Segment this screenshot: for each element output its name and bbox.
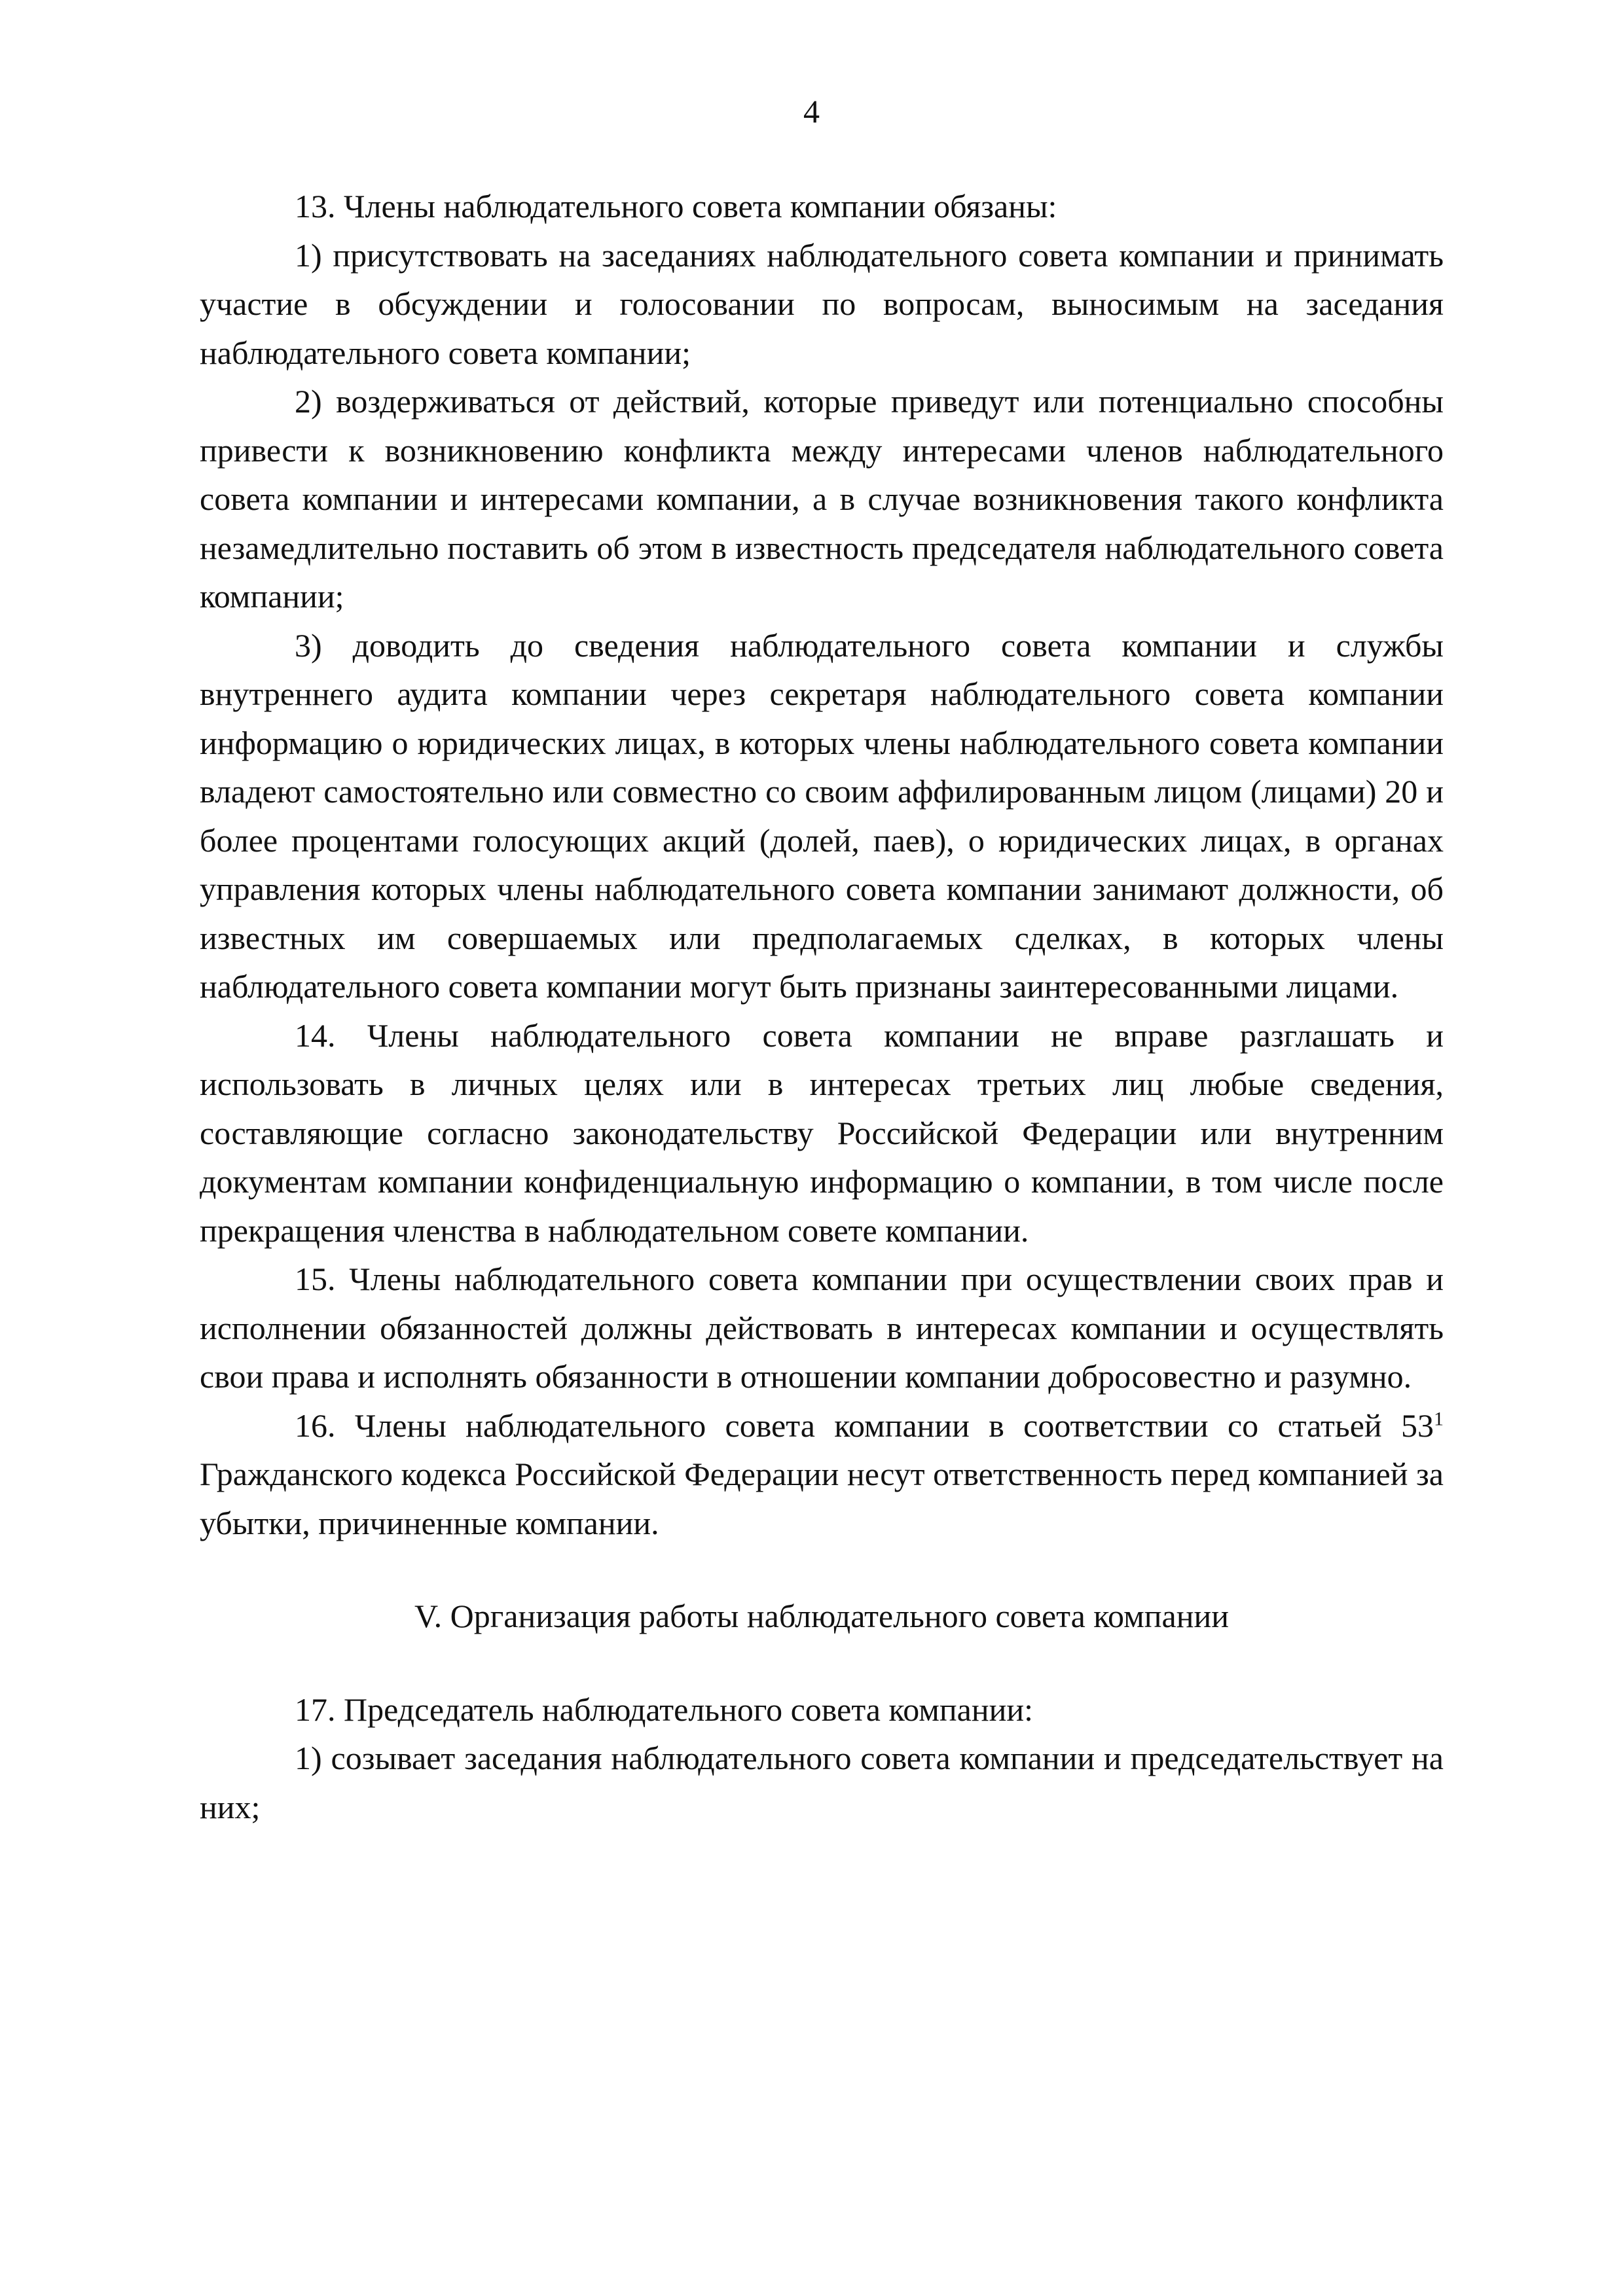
paragraph-17: 17. Председатель наблюдательного совета компании:	[295, 1691, 1034, 1728]
paragraph-13-2: 2) воздерживаться от действий, которые приведут или потенциально способны привести к возникновению конфликта между интересами членов наблюдательного совета компании и интересами компании, а в случае возникновения такого конфликта незамедлительно поставить об этом в известность председателя наблюдательного совета компании;	[200, 383, 1444, 615]
document-body	[200, 182, 1444, 1831]
section-v-heading: V. Организация работы наблюдательного совета компании	[414, 1598, 1229, 1634]
paragraph-16-text-start: 16. Члены наблюдательного совета компании в соответствии со статьей 53	[295, 1407, 1434, 1444]
article-superscript: 1	[1434, 1407, 1444, 1429]
paragraph-17-1: 1) созывает заседания наблюдательного совета компании и председательствует на них;	[200, 1740, 1444, 1825]
paragraph-13: 13. Члены наблюдательного совета компании обязаны:	[295, 188, 1057, 224]
paragraph-16-text-end: Гражданского кодекса Российской Федерации несут ответственность перед компанией за убытки, причиненные компании.	[200, 1456, 1444, 1541]
paragraph-15: 15. Члены наблюдательного совета компании при осуществлении своих прав и исполнении обязанностей должны действовать в интересах компании и осуществлять свои права и исполнять обязанности в отношении компании добросовестно и разумно.	[200, 1261, 1444, 1395]
paragraph-14: 14. Члены наблюдательного совета компании не вправе разглашать и использовать в личных целях или в интересах третьих лиц любые сведения, составляющие согласно законодательству Российской Федерации или внутренним документам компании конфиденциальную информацию о компании, в том числе после прекращения членства в наблюдательном совете компании.	[200, 1016, 1444, 1249]
paragraph-13-3: 3) доводить до сведения наблюдательного совета компании и службы внутреннего аудита компании через секретаря наблюдательного совета компании информацию о юридических лицах, в которых члены наблюдательного совета компании владеют самостоятельно или совместно со своим аффилированным лицом (лицами) 20 и более процентами голосующих акций (долей, паев), о юридических лицах, в органах управления которых члены наблюдательного совета компании занимают должности, об известных им совершаемых или предполагаемых сделках, в которых члены наблюдательного совета компании могут быть признаны заинтересованными лицами.	[200, 626, 1444, 1005]
page-number: 4	[803, 93, 820, 130]
paragraph-16	[200, 1401, 1444, 1548]
paragraph-13-1: 1) присутствовать на заседаниях наблюдательного совета компании и принимать участие в обсуждении и голосовании по вопросам, выносимым на заседания наблюдательного совета компании;	[200, 236, 1444, 371]
